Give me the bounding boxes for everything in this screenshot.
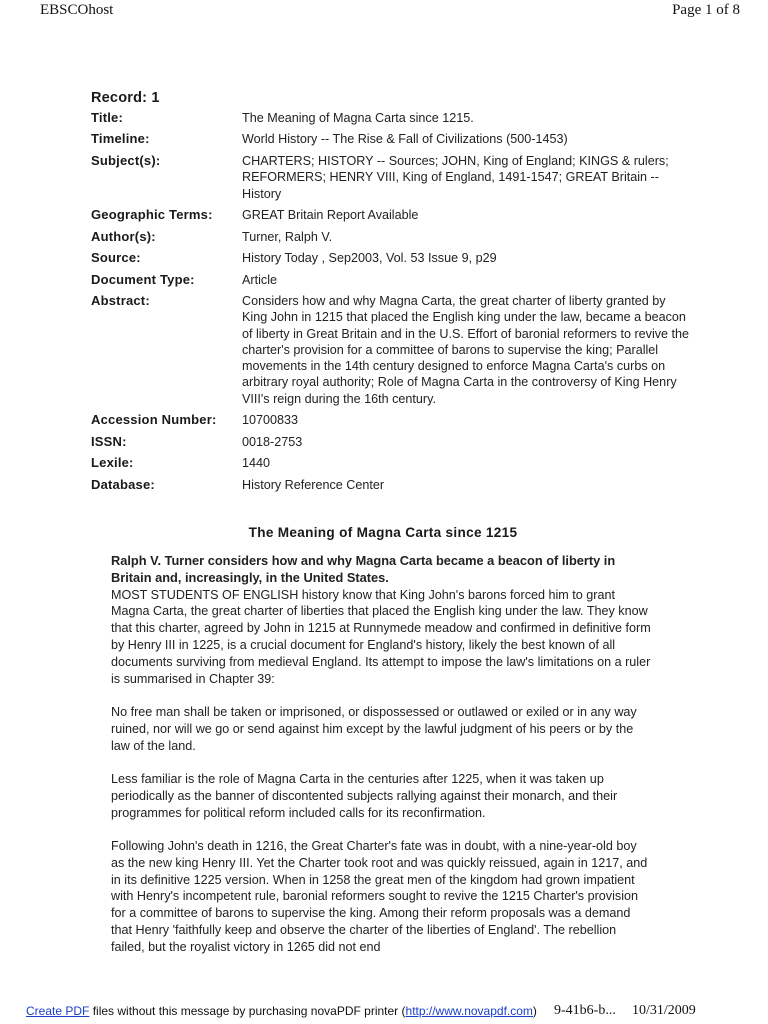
article-paragraph: Less familiar is the role of Magna Carta in the centuries after 1225, when it was taken up periodically as the banner of discontented subjects rallying against their monarch, and their programmes for political reform included calls for its reconfirmation. <box>111 771 618 820</box>
article-lead: Ralph V. Turner considers how and why Magna Carta became a beacon of liberty in Britain and, increasingly, in the United States. <box>111 553 616 585</box>
article-quote: No free man shall be taken or imprisoned, or dispossessed or outlawed or exiled or in any way ruined, nor will we go or send against him except by the lawful judgment of his peers or by the law of the land. <box>111 704 637 753</box>
footer-text: files without this message by purchasing novaPDF printer ( <box>89 1004 406 1018</box>
field-label: Source: <box>91 250 141 266</box>
record-row-timeline <box>91 131 691 147</box>
field-label: Geographic Terms: <box>91 207 213 223</box>
field-label: Timeline: <box>91 131 150 147</box>
field-value: 0018-2753 <box>242 434 303 449</box>
create-pdf-link[interactable]: Create PDF <box>26 1004 90 1018</box>
record-row-subjects <box>91 153 691 202</box>
field-label: Title: <box>91 110 124 125</box>
field-value: History Today , Sep2003, Vol. 53 Issue 9, p29 <box>242 251 497 266</box>
record-row-title <box>91 110 691 126</box>
pdf-footer <box>26 1004 768 1018</box>
record-row-accession-number <box>91 412 691 428</box>
field-label: ISSN: <box>91 433 127 449</box>
header-source: EBSCOhost <box>40 2 114 18</box>
field-value: World History -- The Rise & Fall of Civilizations (500-1453) <box>242 132 568 147</box>
footer-url-fragment: 9-41b6-b... <box>554 1003 616 1018</box>
record-row-abstract <box>91 293 691 407</box>
article-paragraph: Following John's death in 1216, the Great Charter's fate was in doubt, with a nine-year-old boy as the new king Henry III. Yet the Charter took root and was quickly reissued, again in 1217, and in its definitive 1225 version. When in 1258 the great men of the kingdom had grown impatient with Henry's incompetent rule, baronial reformers sought to revive the 1215 Charter's provision for a committee of barons to supervise the king. Among their reform proposals was a demand that Henry 'faithfully keep and observe the charter of the liberties of England'. The rebellion failed, but the royalist victory in 1265 did not end <box>111 838 648 954</box>
field-value: Article <box>242 272 277 287</box>
field-label: Accession Number: <box>91 412 217 428</box>
field-label: Database: <box>91 476 155 492</box>
field-value: 1440 <box>242 456 271 471</box>
record-row-lexile <box>91 455 691 471</box>
field-value: Considers how and why Magna Carta, the great charter of liberty granted by King John in 1215 that placed the English king under the law, became a beacon of liberty in Great Britain and in the U.S. Effort of baronial reformers to revive the charter's provision for a committee of barons to supervise the king; Parallel movements in the 14th century designed to enforce Magna Carta's curbs on arbitrary royal authority; Role of Magna Carta in the controversy of King Henry VIII's reign during the 16th century. <box>242 293 690 406</box>
record-row-database <box>91 477 691 493</box>
article-paragraph: MOST STUDENTS OF ENGLISH history know that King John's barons forced him to grant Magna Carta, the great charter of liberties that placed the English king under the law. They know that this charter, agreed by John in 1215 at Runnymede meadow and confirmed in definitive form by Henry III in 1225, is a crucial document for England's history, likely the best known of all documents surviving from medieval England. Its attempt to impose the law's limitations on a ruler is summarised in Chapter 39: <box>111 587 651 686</box>
field-value: GREAT Britain Report Available <box>242 208 419 223</box>
field-value: CHARTERS; HISTORY -- Sources; JOHN, King of England; KINGS & rulers; REFORMERS; HENRY VIII, King of England, 1491-1547; GREAT Britain -- History <box>242 153 669 201</box>
article-heading <box>0 525 768 540</box>
article-body <box>111 553 651 972</box>
record-heading: Record: 1 <box>91 90 160 106</box>
field-value: The Meaning of Magna Carta since 1215. <box>242 111 474 125</box>
footer-date: 10/31/2009 <box>632 1003 696 1018</box>
field-value: Turner, Ralph V. <box>242 229 333 244</box>
field-label: Lexile: <box>91 455 134 471</box>
article-heading-text: The Meaning of Magna Carta since 1215 <box>248 525 518 540</box>
novapdf-link[interactable]: http://www.novapdf.com <box>405 1004 533 1018</box>
record-row-source <box>91 250 691 266</box>
field-label: Author(s): <box>91 228 156 244</box>
record-row-geographic-terms <box>91 207 691 223</box>
record-details <box>91 90 691 498</box>
field-label: Document Type: <box>91 271 195 287</box>
field-value: 10700833 <box>242 413 299 428</box>
header-page-number: Page 1 of 8 <box>672 2 740 18</box>
record-row-issn <box>91 434 691 450</box>
field-label: Subject(s): <box>91 152 161 168</box>
record-row-document-type <box>91 272 691 288</box>
field-value: History Reference Center <box>242 477 385 492</box>
field-label: Abstract: <box>91 292 150 308</box>
footer-text-close: ) <box>532 1004 537 1018</box>
record-row-authors <box>91 229 691 245</box>
